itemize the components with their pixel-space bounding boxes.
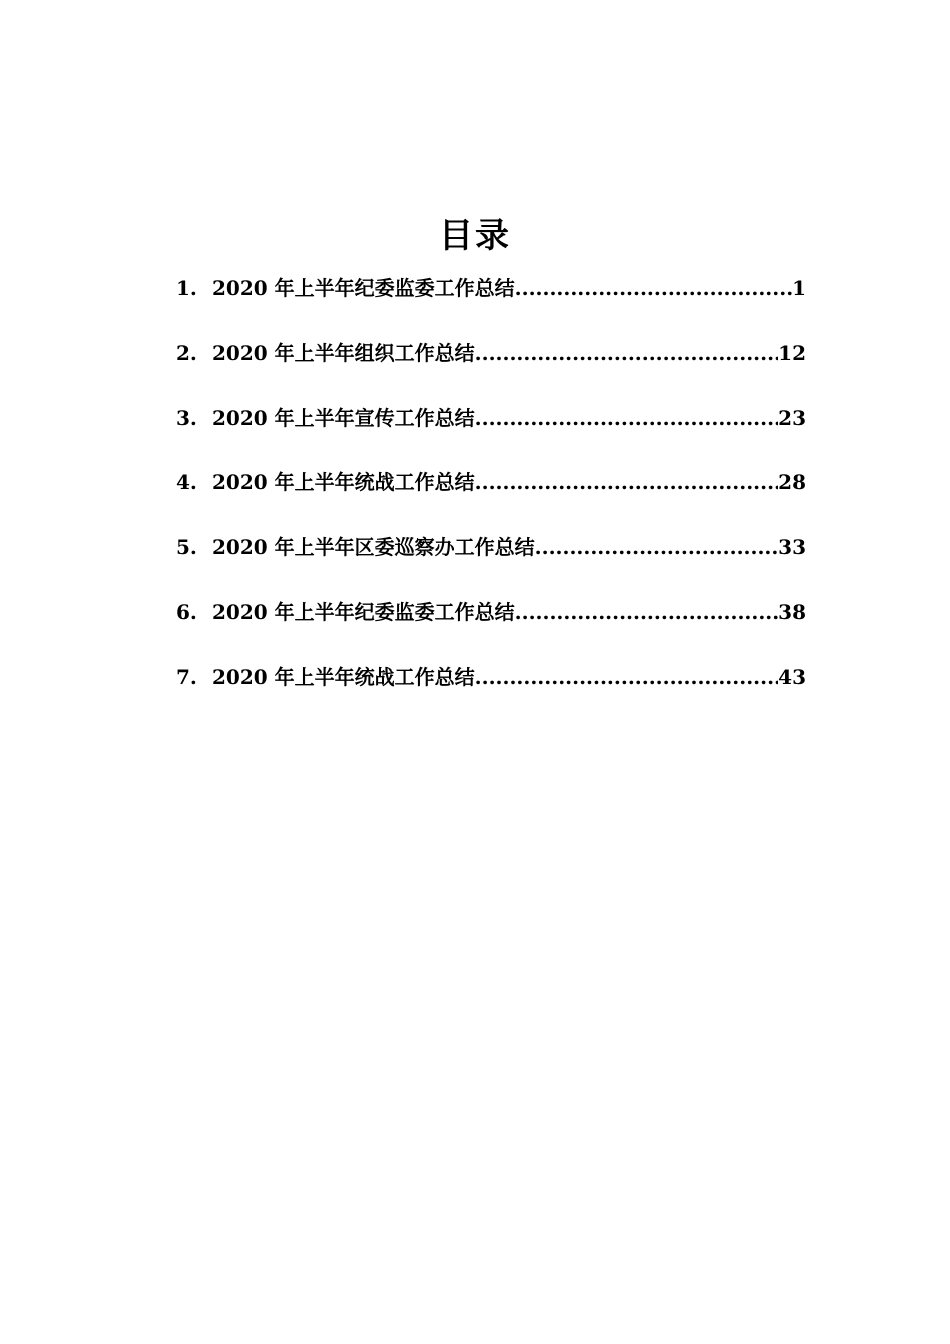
toc-entry-number: 7. <box>176 664 197 689</box>
toc-entry-text: 2020 年上半年统战工作总结 <box>212 664 475 689</box>
toc-entry-text: 2020 年上半年宣传工作总结 <box>212 405 475 430</box>
toc-entry-number: 3. <box>176 405 197 430</box>
toc-dot-leader <box>535 531 779 563</box>
toc-entry-page: 1 <box>792 276 806 300</box>
toc-list <box>176 272 806 726</box>
toc-dot-leader <box>475 337 779 369</box>
toc-entry-text: 2020 年上半年纪委监委工作总结 <box>212 599 515 624</box>
toc-entry-3[interactable] <box>176 402 806 467</box>
toc-entry-4[interactable] <box>176 466 806 531</box>
toc-dot-leader <box>475 466 779 498</box>
toc-entry-page: 43 <box>778 664 806 689</box>
toc-entry-number: 5. <box>176 535 197 560</box>
toc-dot-leader <box>515 272 792 304</box>
toc-entry-page: 28 <box>778 470 806 495</box>
toc-entry-number: 4. <box>176 470 197 495</box>
toc-entry-page: 33 <box>778 535 806 560</box>
toc-dot-leader <box>515 596 779 628</box>
toc-entry-text: 2020 年上半年统战工作总结 <box>212 470 475 495</box>
toc-entry-text: 2020 年上半年纪委监委工作总结 <box>212 276 515 300</box>
toc-entry-number: 6. <box>176 599 197 624</box>
toc-entry-page: 23 <box>778 405 806 430</box>
toc-entry-7[interactable] <box>176 661 806 726</box>
toc-entry-5[interactable] <box>176 531 806 596</box>
toc-title: 目录 <box>439 216 511 256</box>
toc-entry-text: 2020 年上半年区委巡察办工作总结 <box>212 535 535 560</box>
toc-dot-leader <box>475 661 779 693</box>
toc-entry-page: 12 <box>778 340 806 365</box>
toc-entry-6[interactable] <box>176 596 806 661</box>
toc-dot-leader <box>475 402 779 434</box>
toc-entry-page: 38 <box>778 599 806 624</box>
toc-entry-1[interactable] <box>176 272 806 337</box>
toc-entry-number: 1. <box>176 276 197 300</box>
toc-entry-text: 2020 年上半年组织工作总结 <box>212 340 475 365</box>
toc-entry-number: 2. <box>176 340 197 365</box>
toc-entry-2[interactable] <box>176 337 806 402</box>
